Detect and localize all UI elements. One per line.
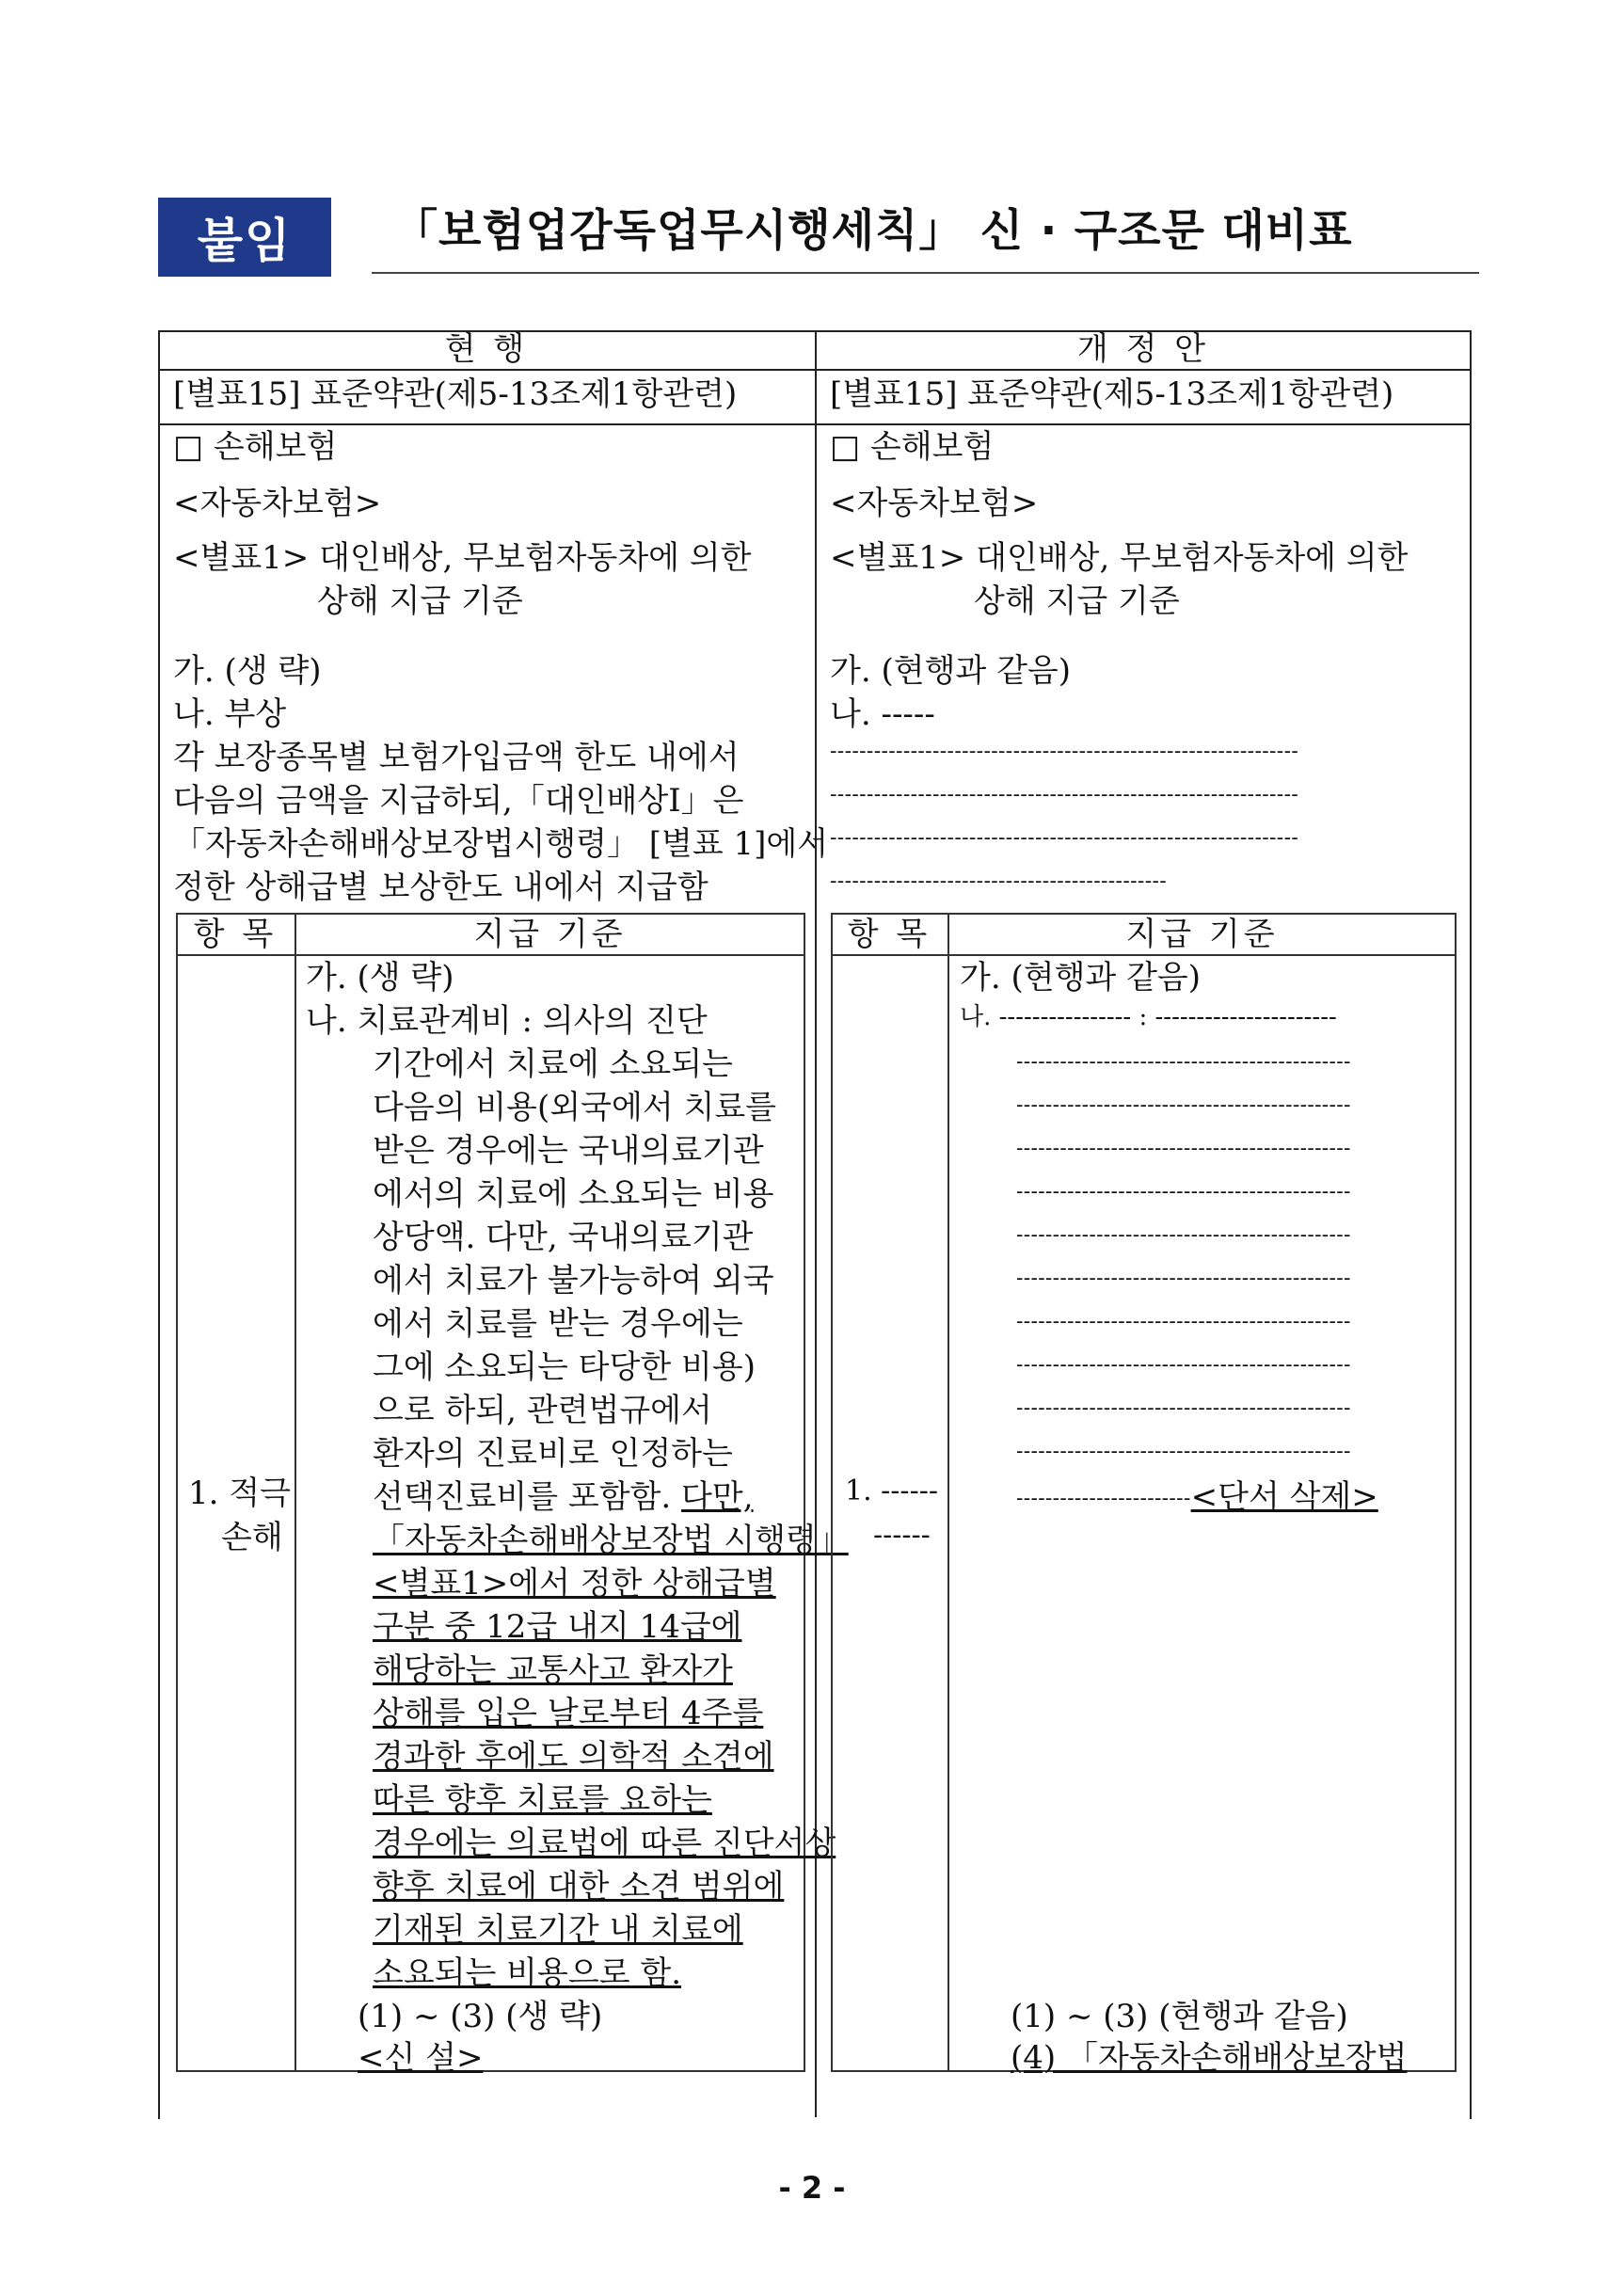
right-item-ga: 가. (현행과 같음) [830,652,1072,690]
left-para-line: 「자동차손해배상보장법시행령」 [별표 1]에서 [173,825,829,863]
left-na-line: 다음의 비용(외국에서 치료를 [373,1089,777,1126]
left-select-proviso: 다만, [681,1478,754,1516]
left-na-line: 상당액. 다만, 국내의료기관 [373,1219,754,1256]
left-item-ga: 가. (생 략) [173,652,322,690]
left-na-line: 에서 치료를 받는 경우에는 [373,1305,743,1343]
left-na-line: 으로 하되, 관련법규에서 [373,1392,712,1429]
left-row-label-2: 손해 [221,1519,283,1556]
left-inner-header-criteria: 지급 기준 [473,916,627,953]
right-subsection: <자동차보험> [830,485,1039,522]
left-row-label-1: 1. 적극 [188,1475,291,1512]
right-para-line: ---------------------------------------------------------------- [830,826,1299,850]
left-na-line: 환자의 진료비로 인정하는 [373,1435,733,1473]
right-new-item: (4) 「자동차손해배상보장법 [1011,2039,1408,2077]
left-proviso-line: 구분 중 12급 내지 14급에 [373,1608,742,1646]
right-ref: [별표15] 표준약관(제5-13조제1항관련) [830,375,1394,413]
col-header-revised: 개 정 안 [1076,330,1210,368]
left-select-plain: 선택진료비를 포함함. [373,1478,682,1516]
page-number: - 2 - [778,2170,846,2206]
right-ga: 가. (현행과 같음) [960,959,1202,997]
right-row-label-1: 1. ------ [845,1475,938,1507]
right-dash-line: ---------------------------------------------- [1016,1310,1351,1333]
col-header-current: 현 행 [444,330,529,368]
right-dash-line: ---------------------------------------------- [1016,1396,1351,1420]
left-proviso-line: <별표1>에서 정한 상해급별 [373,1565,776,1602]
document-title: 「보험업감독업무시행세칙」 신 · 구조문 대비표 [393,205,1353,257]
left-proviso-line: 경과한 후에도 의학적 소견에 [373,1738,774,1776]
left-ref: [별표15] 표준약관(제5-13조제1항관련) [173,375,738,413]
left-item-na: 나. 부상 [173,695,287,733]
title-underline [372,272,1479,274]
right-item-na: 나. ----- [830,695,935,733]
right-inner-header-item: 항 목 [847,916,931,953]
left-new-marker: <신 설> [358,2039,484,2077]
right-inner-header-criteria: 지급 기준 [1125,916,1279,953]
right-deletion-dashes: ------------------------ [1016,1487,1191,1510]
right-dash-line: ---------------------------------------------- [1016,1440,1351,1463]
right-dash-line: ---------------------------------------------- [1016,1050,1351,1074]
left-na-line: 기간에서 치료에 소요되는 [373,1045,733,1083]
right-annex-line2: 상해 지급 기준 [974,582,1180,620]
left-inner-header-item: 항 목 [193,916,278,953]
left-annex-line2: 상해 지급 기준 [317,582,523,620]
left-proviso-line: 상해를 입은 날로부터 4주를 [373,1695,764,1732]
right-dash-line: ---------------------------------------------- [1016,1353,1351,1377]
left-para-line: 다음의 금액을 지급하되,「대인배상Ⅰ」은 [173,782,744,820]
left-proviso-line: 「자동차손해배상보장법 시행령」 [373,1522,849,1559]
right-dash-line: ---------------------------------------------- [1016,1180,1351,1204]
left-select-line [373,1478,754,1516]
left-para-line: 각 보장종목별 보험가입금액 한도 내에서 [173,739,740,776]
left-proviso-line: 따른 향후 치료를 요하는 [373,1781,712,1819]
right-row-label-2: ------ [873,1519,931,1552]
left-na-line: 그에 소요되는 타당한 비용) [373,1348,756,1386]
left-na-line: 받은 경우에는 국내의료기관 [373,1132,764,1170]
left-para-line: 정한 상해급별 보상한도 내에서 지급함 [173,869,709,906]
left-proviso-line: 기재된 치료기간 내 치료에 [373,1911,743,1949]
left-proviso-line: 소요되는 비용으로 함. [373,1954,682,1992]
right-annex-line1: <별표1> 대인배상, 무보험자동차에 의한 [830,539,1409,577]
left-proviso-line: 경우에는 의료법에 따른 진단서상 [373,1825,836,1862]
right-dash-line: ---------------------------------------------- [1016,1137,1351,1160]
left-annex-text: <별표1> 대인배상, 무보험자동차에 의한 [173,539,752,577]
attachment-badge: 붙임 [158,198,331,277]
right-sub-items: (1) ~ (3) (현행과 같음) [1011,1998,1348,2035]
right-para-line: ---------------------------------------------------------------- [830,783,1299,806]
left-inner-header-divider [178,954,804,956]
left-na-line: 에서의 치료에 소요되는 비용 [373,1175,774,1213]
right-deletion-line [1016,1478,1378,1516]
left-section: □ 손해보험 [173,428,338,466]
right-dash-line: ---------------------------------------------- [1016,1223,1351,1247]
right-para-line: ---------------------------------------------------------------- [830,740,1299,763]
left-sub-items: (1) ~ (3) (생 략) [358,1998,603,2035]
right-inner-header-divider [833,954,1455,956]
right-para-line: ---------------------------------------------- [830,869,1168,893]
left-na-first: 나. 치료관계비 : 의사의 진단 [306,1002,708,1040]
left-annex-line1 [173,539,804,577]
ref-row-divider [158,423,1470,425]
right-dash-line: ---------------------------------------------- [1016,1093,1351,1117]
left-na-line: 에서 치료가 불가능하여 외국 [373,1262,774,1299]
right-section: □ 손해보험 [830,428,995,466]
left-ga: 가. (생 략) [306,959,454,997]
header-row-divider [158,369,1470,371]
right-dash-line: ---------------------------------------------- [1016,1267,1351,1290]
right-na-first: 나. ---------------- : ---------------------- [960,1003,1337,1031]
left-subsection: <자동차보험> [173,485,382,522]
right-deletion-note: <단서 삭제> [1190,1478,1378,1516]
left-proviso-line: 해당하는 교통사고 환자가 [373,1651,733,1689]
left-proviso-line: 향후 치료에 대한 소견 범위에 [373,1868,785,1905]
